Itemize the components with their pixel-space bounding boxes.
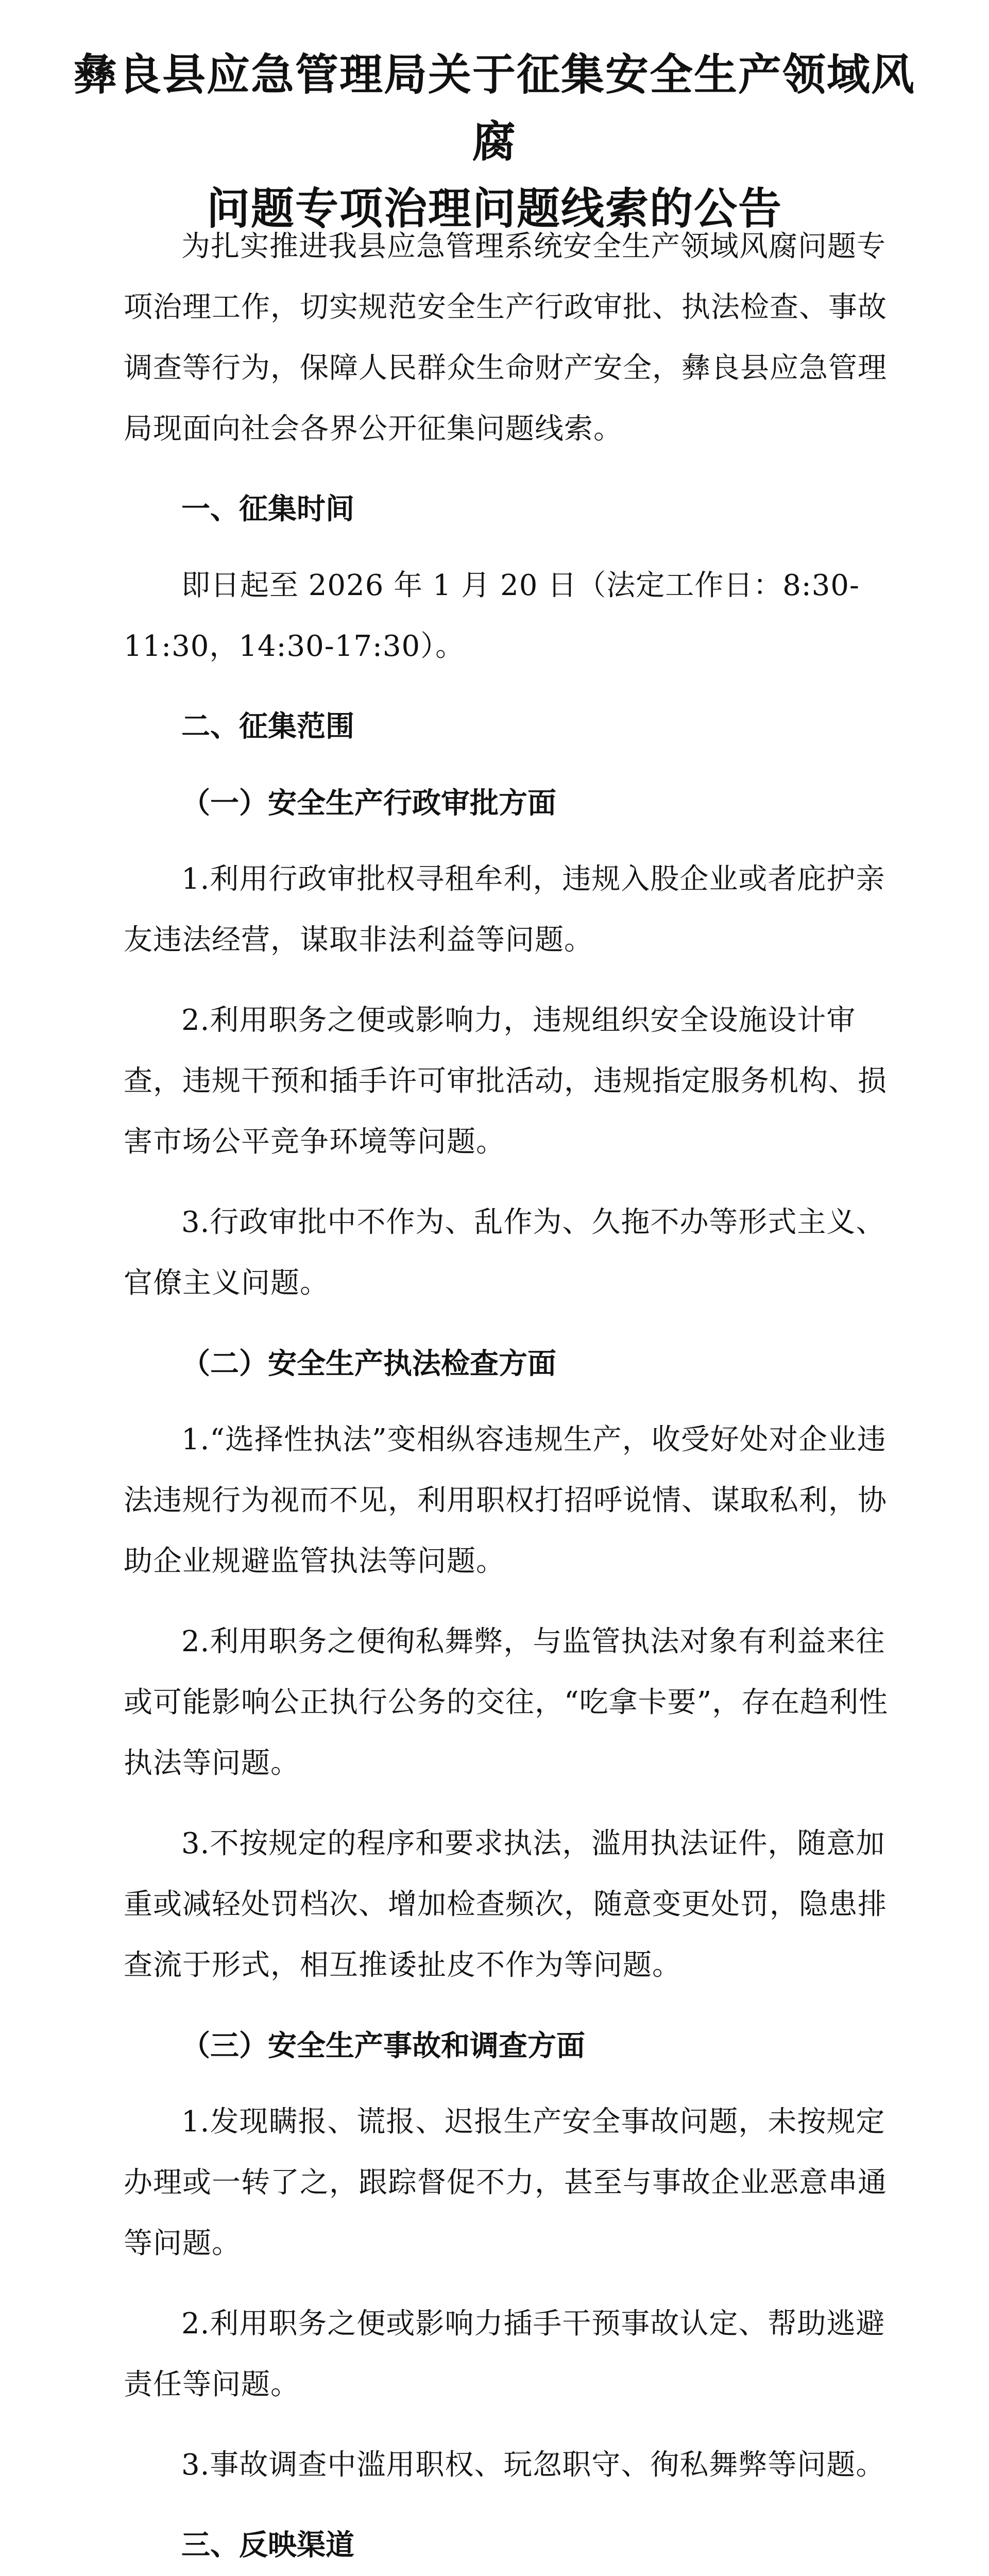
title-line-1: 彝良县应急管理局关于征集安全生产领域风腐	[73, 49, 915, 167]
notice-title	[72, 41, 917, 242]
section-heading: 二、征集范围	[181, 710, 354, 743]
section-heading: 三、反映渠道	[181, 2529, 354, 2562]
section-heading: 一、征集时间	[181, 493, 354, 526]
subsection-heading: （一）安全生产行政审批方面	[181, 786, 556, 820]
body-paragraph: 为扎实推进我县应急管理系统安全生产领域风腐问题专项治理工作，切实规范安全生产行政审批、执法检查、事故调查等行为，保障人民群众生命财产安全，彝良县应急管理局现面向社会各界公开征集问题线索。	[124, 230, 887, 446]
body-paragraph: 3.行政审批中不作为、乱作为、久拖不办等形式主义、官僚主义问题。	[124, 1206, 885, 1300]
body-paragraph: 3.不按规定的程序和要求执法，滥用执法证件，随意加重或减轻处罚档次、增加检查频次，随意变更处罚，隐患排查流于形式，相互推诿扯皮不作为等问题。	[124, 1827, 887, 1982]
body-paragraph: 1.利用行政审批权寻租牟利，违规入股企业或者庇护亲友违法经营，谋取非法利益等问题。	[124, 862, 885, 957]
body-paragraph: 3.事故调查中滥用职权、玩忽职守、徇私舞弊等问题。	[181, 2448, 885, 2482]
body-paragraph: 2.利用职务之便或影响力，违规组织安全设施设计审查，违规干预和插手许可审批活动，违规指定服务机构、损害市场公平竞争环境等问题。	[124, 1004, 887, 1159]
body-paragraph: 2.利用职务之便或影响力插手干预事故认定、帮助逃避责任等问题。	[124, 2307, 885, 2401]
body-paragraph: 1.发现瞒报、谎报、迟报生产安全事故问题，未按规定办理或一转了之，跟踪督促不力，甚至与事故企业恶意串通等问题。	[124, 2105, 887, 2260]
body-paragraph: 即日起至 2026 年 1 月 20 日（法定工作日：8:30-11:30，14:30-17:30）。	[124, 569, 860, 663]
subsection-heading: （三）安全生产事故和调查方面	[181, 2029, 585, 2063]
body-paragraph: 1.“选择性执法”变相纵容违规生产，收受好处对企业违法违规行为视而不见，利用职权打招呼说情、谋取私利，协助企业规避监管执法等问题。	[124, 1423, 887, 1578]
body-paragraph: 2.利用职务之便徇私舞弊，与监管执法对象有利益来往或可能影响公正执行公务的交往，“吃拿卡要”，存在趋利性执法等问题。	[124, 1625, 889, 1780]
notice-body	[124, 216, 896, 2576]
title-line-2: 问题专项治理问题线索的公告	[206, 183, 782, 234]
subsection-heading: （二）安全生产执法检查方面	[181, 1347, 556, 1381]
